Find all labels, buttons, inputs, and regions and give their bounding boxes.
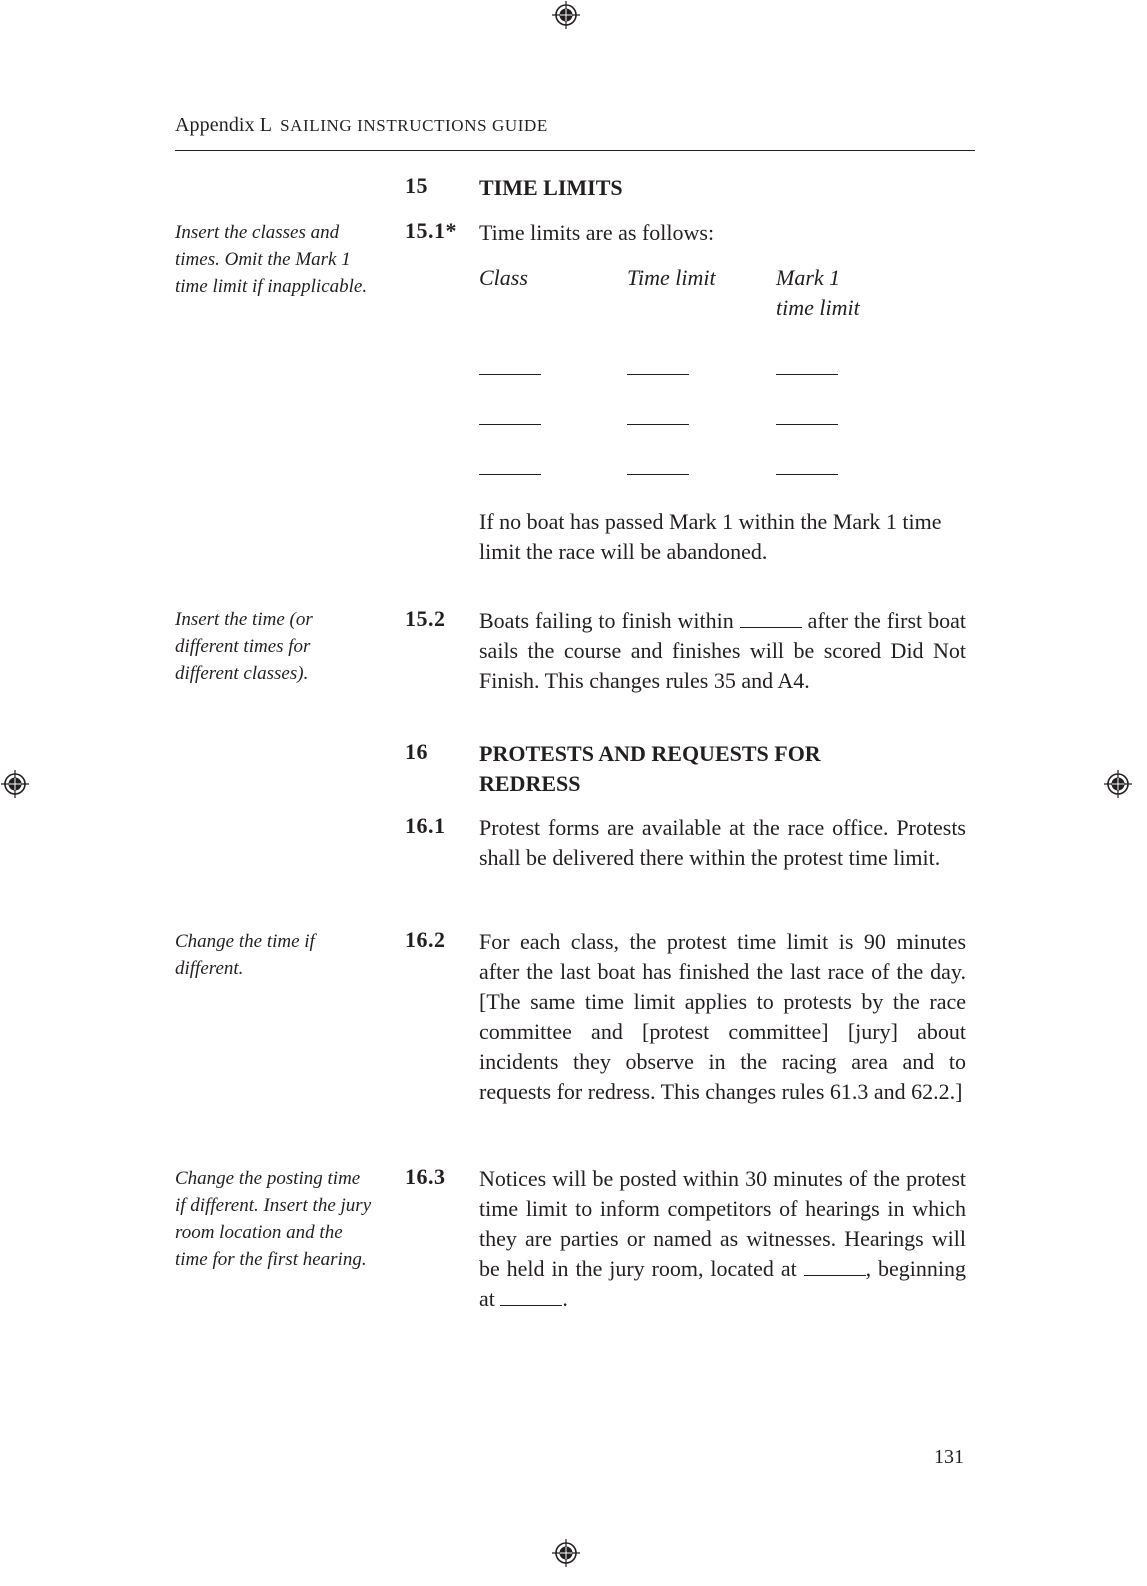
rule-16-2-number: 16.2	[405, 927, 446, 952]
rule-16-3-text-before: Notices will be posted within 30 minutes of the protest time limit to inform competitors of hearings in which they are parties or named as witnesses. Hearings will be held in the jury room, located at	[479, 1166, 966, 1281]
rule-15-1-after-text: If no boat has passed Mark 1 within the Mark 1 time limit the race will be abandoned.	[479, 509, 942, 564]
rule-16-3-text	[479, 1164, 966, 1314]
blank-class-row-3[interactable]	[479, 474, 541, 475]
registration-mark-right-icon	[1103, 769, 1133, 799]
rule-16-1-number: 16.1	[405, 813, 446, 838]
rule-15-2-text	[479, 606, 966, 696]
blank-mark1-row-2[interactable]	[776, 424, 838, 425]
blank-class-row-2[interactable]	[479, 424, 541, 425]
section-16-title: PROTESTS AND REQUESTS FOR REDRESS	[479, 741, 821, 796]
rule-16-2-text: For each class, the protest time limit is 90 minutes after the last boat has finished the last race of the day. [The same time limit applies to protests by the race committee and [protest committee] [jury] about incidents they observe in the racing area and to requests for redress. This changes rules 61.3 and 62.2.]	[479, 929, 966, 1104]
rule-16-1-text: Protest forms are available at the race office. Protests shall be delivered there within the protest time limit.	[479, 815, 966, 870]
section-15-number: 15	[405, 173, 428, 198]
rule-15-1-text: Time limits are as follows:	[479, 220, 715, 245]
column-header-class: Class	[479, 265, 528, 290]
section-15-title: TIME LIMITS	[479, 175, 623, 200]
section-16-number: 16	[405, 739, 428, 764]
guide-title: SAILING INSTRUCTIONS GUIDE	[280, 116, 548, 135]
note-15-2: Insert the time (or different times for different classes).	[175, 609, 313, 684]
rule-16-3-number: 16.3	[405, 1164, 446, 1189]
appendix-label: Appendix L	[175, 114, 273, 136]
column-header-mark1-line1: Mark 1	[776, 265, 841, 290]
blank-mark1-row-3[interactable]	[776, 474, 838, 475]
column-header-mark1-time-limit	[776, 263, 860, 323]
registration-mark-top-icon	[551, 0, 581, 30]
registration-mark-bottom-icon	[551, 1538, 581, 1568]
running-head	[175, 114, 975, 137]
blank-finish-time[interactable]	[740, 609, 802, 628]
header-rule	[175, 150, 975, 151]
rule-15-1-number: 15.1*	[405, 218, 457, 243]
blank-class-row-1[interactable]	[479, 374, 541, 375]
rule-16-3-text-after: .	[562, 1286, 568, 1311]
column-header-time-limit: Time limit	[627, 265, 716, 290]
blank-time-limit-row-2[interactable]	[627, 424, 689, 425]
blank-jury-room-location[interactable]	[804, 1257, 866, 1276]
note-16-2: Change the time if different.	[175, 931, 315, 979]
registration-mark-left-icon	[0, 769, 30, 799]
blank-first-hearing-time[interactable]	[500, 1287, 562, 1306]
blank-time-limit-row-1[interactable]	[627, 374, 689, 375]
note-15-1: Insert the classes and times. Omit the Mark 1 time limit if inapplicable.	[175, 222, 368, 297]
rule-15-2-text-after: after the first boat sails the course and finishes will be scored Did Not Finish. This changes rules 35 and A4.	[479, 608, 966, 693]
blank-time-limit-row-3[interactable]	[627, 474, 689, 475]
rule-15-2-number: 15.2	[405, 606, 446, 631]
note-16-3: Change the posting time if different. Insert the jury room location and the time for the first hearing.	[175, 1168, 372, 1270]
blank-mark1-row-1[interactable]	[776, 374, 838, 375]
column-header-mark1-line2: time limit	[776, 295, 860, 320]
rule-16-3-text-middle: , beginning at	[479, 1256, 966, 1311]
page-number: 131	[934, 1446, 964, 1468]
rule-15-2-text-before: Boats failing to finish within	[479, 608, 740, 633]
